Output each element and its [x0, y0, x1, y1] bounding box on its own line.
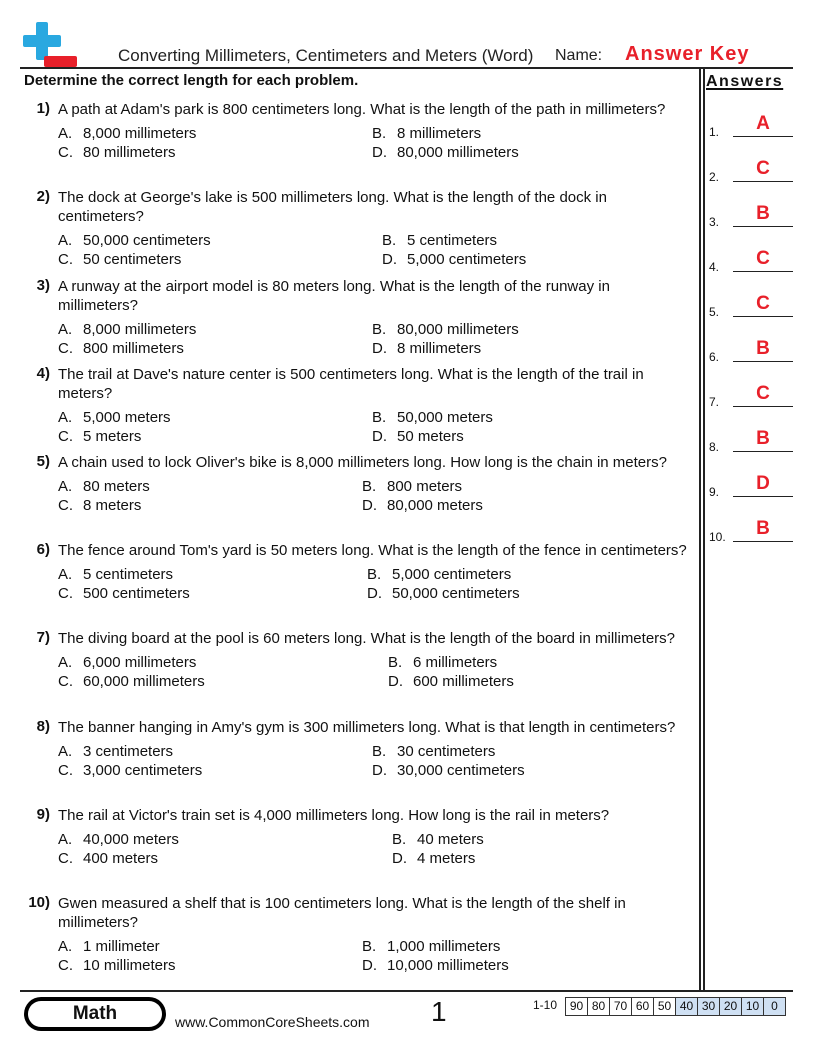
choice-b: B. 8 millimeters: [372, 125, 482, 142]
answer-line: [733, 316, 793, 317]
question-item: [24, 629, 694, 694]
score-cell: 60: [631, 998, 653, 1015]
choice-c: C. 5 meters: [58, 428, 142, 445]
question-number: 8): [36, 718, 50, 735]
answer-number: 5.: [709, 305, 720, 319]
answer-row: [709, 295, 793, 319]
column-divider: [703, 68, 705, 991]
answer-line: [733, 271, 793, 272]
choice-b: B. 50,000 meters: [372, 409, 493, 426]
question-text: A runway at the airport model is 80 meters long. What is the length of the runway in millimeters?: [58, 278, 610, 314]
column-divider: [699, 68, 701, 991]
question-item: [24, 365, 694, 449]
question-item: [24, 541, 694, 606]
question-number: 4): [36, 365, 50, 382]
choice-c: C. 400 meters: [58, 850, 159, 867]
score-cell: 20: [719, 998, 741, 1015]
score-table: [565, 997, 786, 1016]
answer-number: 1.: [709, 125, 720, 139]
choice-a: A. 5,000 meters: [58, 409, 171, 426]
subject-badge: [24, 997, 166, 1031]
score-cell: 70: [609, 998, 631, 1015]
choice-b: B. 40 meters: [392, 831, 484, 848]
answer-number: 6.: [709, 350, 720, 364]
instructions: Determine the correct length for each problem.: [24, 72, 359, 89]
answer-line: [733, 181, 793, 182]
choice-a: A. 1 millimeter: [58, 938, 160, 955]
answer-value: B: [756, 338, 770, 359]
answer-number: 10.: [709, 530, 726, 544]
score-range-label: 1-10: [533, 998, 558, 1012]
question-text: The banner hanging in Amy's gym is 300 millimeters long. What is that length in centimeters?: [58, 719, 676, 736]
choice-c: C. 800 millimeters: [58, 340, 184, 357]
score-cell: 80: [587, 998, 609, 1015]
answer-line: [733, 136, 793, 137]
question-number: 1): [36, 100, 50, 117]
answer-line: [733, 361, 793, 362]
question-number: 10): [28, 894, 50, 911]
choice-c: C. 80 millimeters: [58, 144, 176, 161]
answer-row: [709, 475, 793, 499]
score-cell: 50: [653, 998, 675, 1015]
answer-number: 3.: [709, 215, 720, 229]
choice-d: D. 5,000 centimeters: [382, 251, 527, 268]
answer-value: D: [756, 473, 770, 494]
top-rule: [20, 67, 793, 69]
choice-d: D. 80,000 millimeters: [372, 144, 519, 161]
answers-heading: Answers: [706, 73, 784, 90]
answer-row: [709, 160, 793, 184]
choice-a: A. 8,000 millimeters: [58, 125, 197, 142]
choice-b: B. 5 centimeters: [382, 232, 498, 249]
question-text: A path at Adam's park is 800 centimeters long. What is the length of the path in millimeters?: [58, 101, 666, 118]
question-item: [24, 188, 694, 272]
answer-value: C: [756, 293, 770, 314]
answer-value: B: [756, 203, 770, 224]
question-number: 9): [36, 806, 50, 823]
answer-row: [709, 205, 793, 229]
choice-b: B. 80,000 millimeters: [372, 321, 519, 338]
choice-c: C. 60,000 millimeters: [58, 673, 205, 690]
score-cell: 30: [697, 998, 719, 1015]
choice-b: B. 30 centimeters: [372, 743, 496, 760]
question-text: The rail at Victor's train set is 4,000 millimeters long. How long is the rail in meters?: [58, 807, 610, 824]
choice-a: A. 6,000 millimeters: [58, 654, 197, 671]
answer-row: [709, 385, 793, 409]
answer-line: [733, 541, 793, 542]
choice-b: B. 1,000 millimeters: [362, 938, 501, 955]
choice-c: C. 50 centimeters: [58, 251, 182, 268]
question-number: 5): [36, 453, 50, 470]
choice-a: A. 80 meters: [58, 478, 150, 495]
answer-row: [709, 340, 793, 364]
choice-d: D. 50 meters: [372, 428, 464, 445]
question-text: The diving board at the pool is 60 meters long. What is the length of the board in millimeters?: [58, 630, 675, 647]
question-item: [24, 806, 694, 871]
page-number: 1: [431, 996, 447, 1027]
choice-d: D. 600 millimeters: [388, 673, 514, 690]
choice-d: D. 30,000 centimeters: [372, 762, 525, 779]
choice-d: D. 8 millimeters: [372, 340, 482, 357]
question-text: Gwen measured a shelf that is 100 centimeters long. What is the length of the shelf in millimeters?: [58, 895, 626, 931]
subject-label: Math: [28, 1001, 162, 1027]
answer-line: [733, 406, 793, 407]
answer-value: C: [756, 383, 770, 404]
answer-row: [709, 115, 793, 139]
score-cell: 10: [741, 998, 763, 1015]
website-link[interactable]: www.CommonCoreSheets.com: [175, 1014, 370, 1030]
choice-a: A. 40,000 meters: [58, 831, 179, 848]
answer-value: C: [756, 158, 770, 179]
question-text: The fence around Tom's yard is 50 meters long. What is the length of the fence in centimeters?: [58, 542, 687, 559]
answer-number: 4.: [709, 260, 720, 274]
choice-b: B. 5,000 centimeters: [367, 566, 512, 583]
choice-b: B. 6 millimeters: [388, 654, 498, 671]
answer-value: A: [756, 113, 770, 134]
answer-line: [733, 496, 793, 497]
answer-row: [709, 520, 793, 544]
score-cell: 90: [569, 999, 584, 1013]
choice-c: C. 3,000 centimeters: [58, 762, 203, 779]
question-text: The trail at Dave's nature center is 500 centimeters long. What is the length of the trail in meters?: [58, 366, 644, 402]
answer-key-label: Answer Key: [625, 43, 750, 65]
score-cell: 40: [675, 998, 697, 1015]
choice-d: D. 80,000 meters: [362, 497, 483, 514]
choice-a: A. 3 centimeters: [58, 743, 174, 760]
answer-line: [733, 226, 793, 227]
bottom-rule: [20, 990, 793, 992]
question-number: 2): [36, 188, 50, 205]
answer-value: B: [756, 428, 770, 449]
answer-row: [709, 430, 793, 454]
score-cell: 0: [763, 998, 785, 1015]
question-text: The dock at George's lake is 500 millimeters long. What is the length of the dock in centimeters?: [58, 189, 607, 225]
question-item: [24, 277, 694, 361]
choice-a: A. 50,000 centimeters: [58, 232, 211, 249]
question-number: 6): [36, 541, 50, 558]
name-label: Name:: [555, 47, 603, 64]
question-item: [24, 100, 694, 165]
question-item: [24, 894, 694, 978]
plus-minus-logo-icon: [22, 22, 78, 70]
choice-a: A. 8,000 millimeters: [58, 321, 197, 338]
answer-number: 9.: [709, 485, 720, 499]
question-item: [24, 718, 694, 783]
choice-b: B. 800 meters: [362, 478, 463, 495]
answer-line: [733, 451, 793, 452]
choice-c: C. 10 millimeters: [58, 957, 176, 974]
answer-row: [709, 250, 793, 274]
question-text: A chain used to lock Oliver's bike is 8,000 millimeters long. How long is the chain in meters?: [58, 454, 667, 471]
question-number: 7): [36, 629, 50, 646]
choice-d: D. 4 meters: [392, 850, 476, 867]
question-number: 3): [36, 277, 50, 294]
answer-number: 7.: [709, 395, 720, 409]
worksheet-title: Converting Millimeters, Centimeters and Meters (Word): [118, 46, 534, 65]
answer-value: C: [756, 248, 770, 269]
choice-a: A. 5 centimeters: [58, 566, 174, 583]
choice-c: C. 8 meters: [58, 497, 142, 514]
answer-value: B: [756, 518, 770, 539]
choice-d: D. 10,000 millimeters: [362, 957, 509, 974]
choice-c: C. 500 centimeters: [58, 585, 190, 602]
answer-number: 8.: [709, 440, 720, 454]
choice-d: D. 50,000 centimeters: [367, 585, 520, 602]
question-item: [24, 453, 694, 518]
answer-number: 2.: [709, 170, 720, 184]
